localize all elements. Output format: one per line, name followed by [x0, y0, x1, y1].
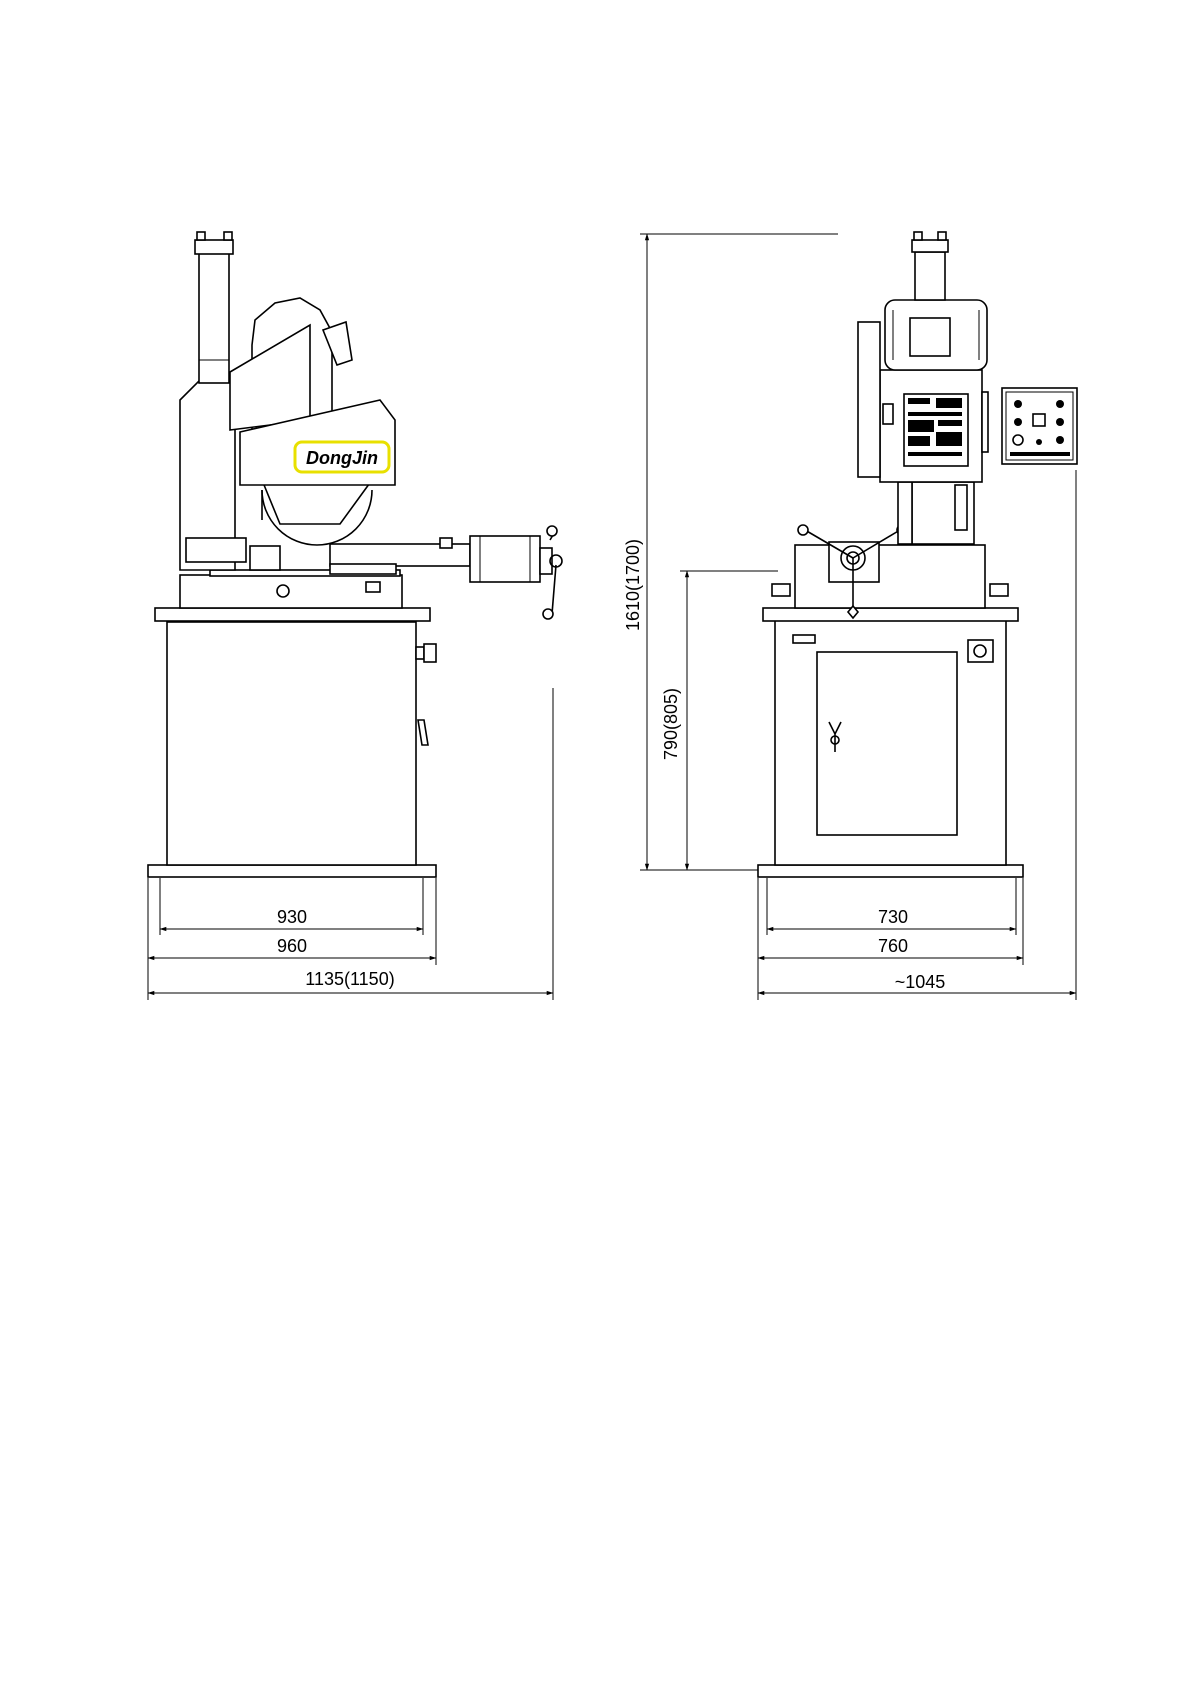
dim-height-1610: 1610(1700) [623, 538, 643, 632]
dim-front-760: 760 [877, 936, 909, 956]
brand-logo: DongJin [306, 448, 378, 468]
dim-height-790: 790(805) [661, 687, 681, 761]
dim-front-1045: ~1045 [894, 972, 946, 992]
dim-side-930: 930 [276, 907, 308, 927]
dim-side-960: 960 [276, 936, 308, 956]
dim-front-730: 730 [877, 907, 909, 927]
side-view-machine [148, 232, 562, 877]
dim-side-1135: 1135(1150) [305, 969, 395, 989]
front-view-machine [758, 232, 1077, 877]
